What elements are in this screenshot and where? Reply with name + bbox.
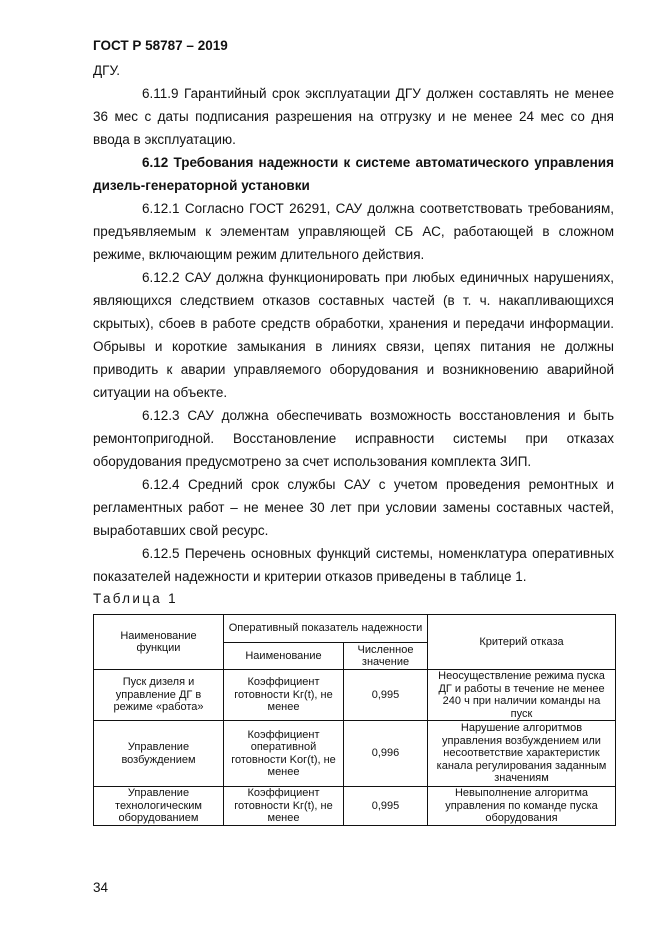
cell-function: Управление технологическим оборудованием — [94, 787, 224, 826]
header-function: Наименование функции — [94, 615, 224, 670]
cell-indicator-name: Коэффициент готовности Kг(t), не менее — [224, 787, 344, 826]
cell-function: Управление возбуждением — [94, 721, 224, 787]
page-number: 34 — [93, 880, 109, 895]
paragraph-6-12-3: 6.12.3 САУ должна обеспечивать возможность восстановления и быть ремонтопригодной. Восстановление исправности системы при отказах оборудования предусмотрено за счет использования комплекта ЗИП. — [93, 408, 614, 469]
header-criterion: Критерий отказа — [428, 615, 616, 670]
paragraph-continuation: ДГУ. — [93, 63, 120, 78]
cell-indicator-value: 0,995 — [344, 670, 428, 721]
paragraph-6-12-5: 6.12.5 Перечень основных функций системы, номенклатура оперативных показателей надежности и критерии отказов приведены в таблице 1. — [93, 546, 614, 584]
body-text — [93, 59, 614, 588]
table-row — [94, 787, 616, 826]
table-row — [94, 670, 616, 721]
cell-indicator-name: Коэффициент готовности Kг(t), не менее — [224, 670, 344, 721]
table-label: Таблица 1 — [93, 591, 178, 606]
paragraph-6-11-9: 6.11.9 Гарантийный срок эксплуатации ДГУ должен составлять не менее 36 мес с даты подписания разрешения на отгрузку и не менее 24 мес со дня ввода в эксплуатацию. — [93, 86, 614, 147]
reliability-table — [93, 614, 616, 826]
cell-criterion: Невыполнение алгоритма управления по команде пуска оборудования — [428, 787, 616, 826]
header-indicator-name: Наименование — [224, 643, 344, 670]
cell-indicator-value: 0,995 — [344, 787, 428, 826]
cell-indicator-name: Коэффициент оперативной готовности Kог(t), не менее — [224, 721, 344, 787]
cell-function: Пуск дизеля и управление ДГ в режиме «работа» — [94, 670, 224, 721]
paragraph-6-12-2: 6.12.2 САУ должна функционировать при любых единичных нарушениях, являющихся следствием отказов составных частей (в т. ч. накапливающихся скрытых), сбоев в работе средств обработки, хранения и передачи информации. Обрывы и короткие замыкания в линиях связи, цепях питания не должны приводить к аварии управляемого оборудования и возникновению аварийной ситуации на объекте. — [93, 270, 614, 400]
cell-criterion: Нарушение алгоритмов управления возбуждением или несоответствие характеристик канала регулирования заданным значениям — [428, 721, 616, 787]
paragraph-6-12-1: 6.12.1 Согласно ГОСТ 26291, САУ должна соответствовать требованиям, предъявляемым к элементам управляющей СБ АС, работающей в сложном режиме, включающим режим длительного действия. — [93, 201, 614, 262]
cell-criterion: Неосуществление режима пуска ДГ и работы в течение не менее 240 ч при наличии команды на пуск — [428, 670, 616, 721]
document-header: ГОСТ Р 58787 – 2019 — [93, 38, 228, 53]
header-indicator-value: Численное значение — [344, 643, 428, 670]
header-indicator-group: Оперативный показатель надежности — [224, 615, 428, 643]
section-heading-6-12: 6.12 Требования надежности к системе автоматического управления дизель-генераторной установки — [93, 155, 614, 193]
paragraph-6-12-4: 6.12.4 Средний срок службы САУ с учетом проведения ремонтных и регламентных работ – не менее 30 лет при условии замены составных частей, выработавших свой ресурс. — [93, 477, 614, 538]
table-row — [94, 721, 616, 787]
cell-indicator-value: 0,996 — [344, 721, 428, 787]
